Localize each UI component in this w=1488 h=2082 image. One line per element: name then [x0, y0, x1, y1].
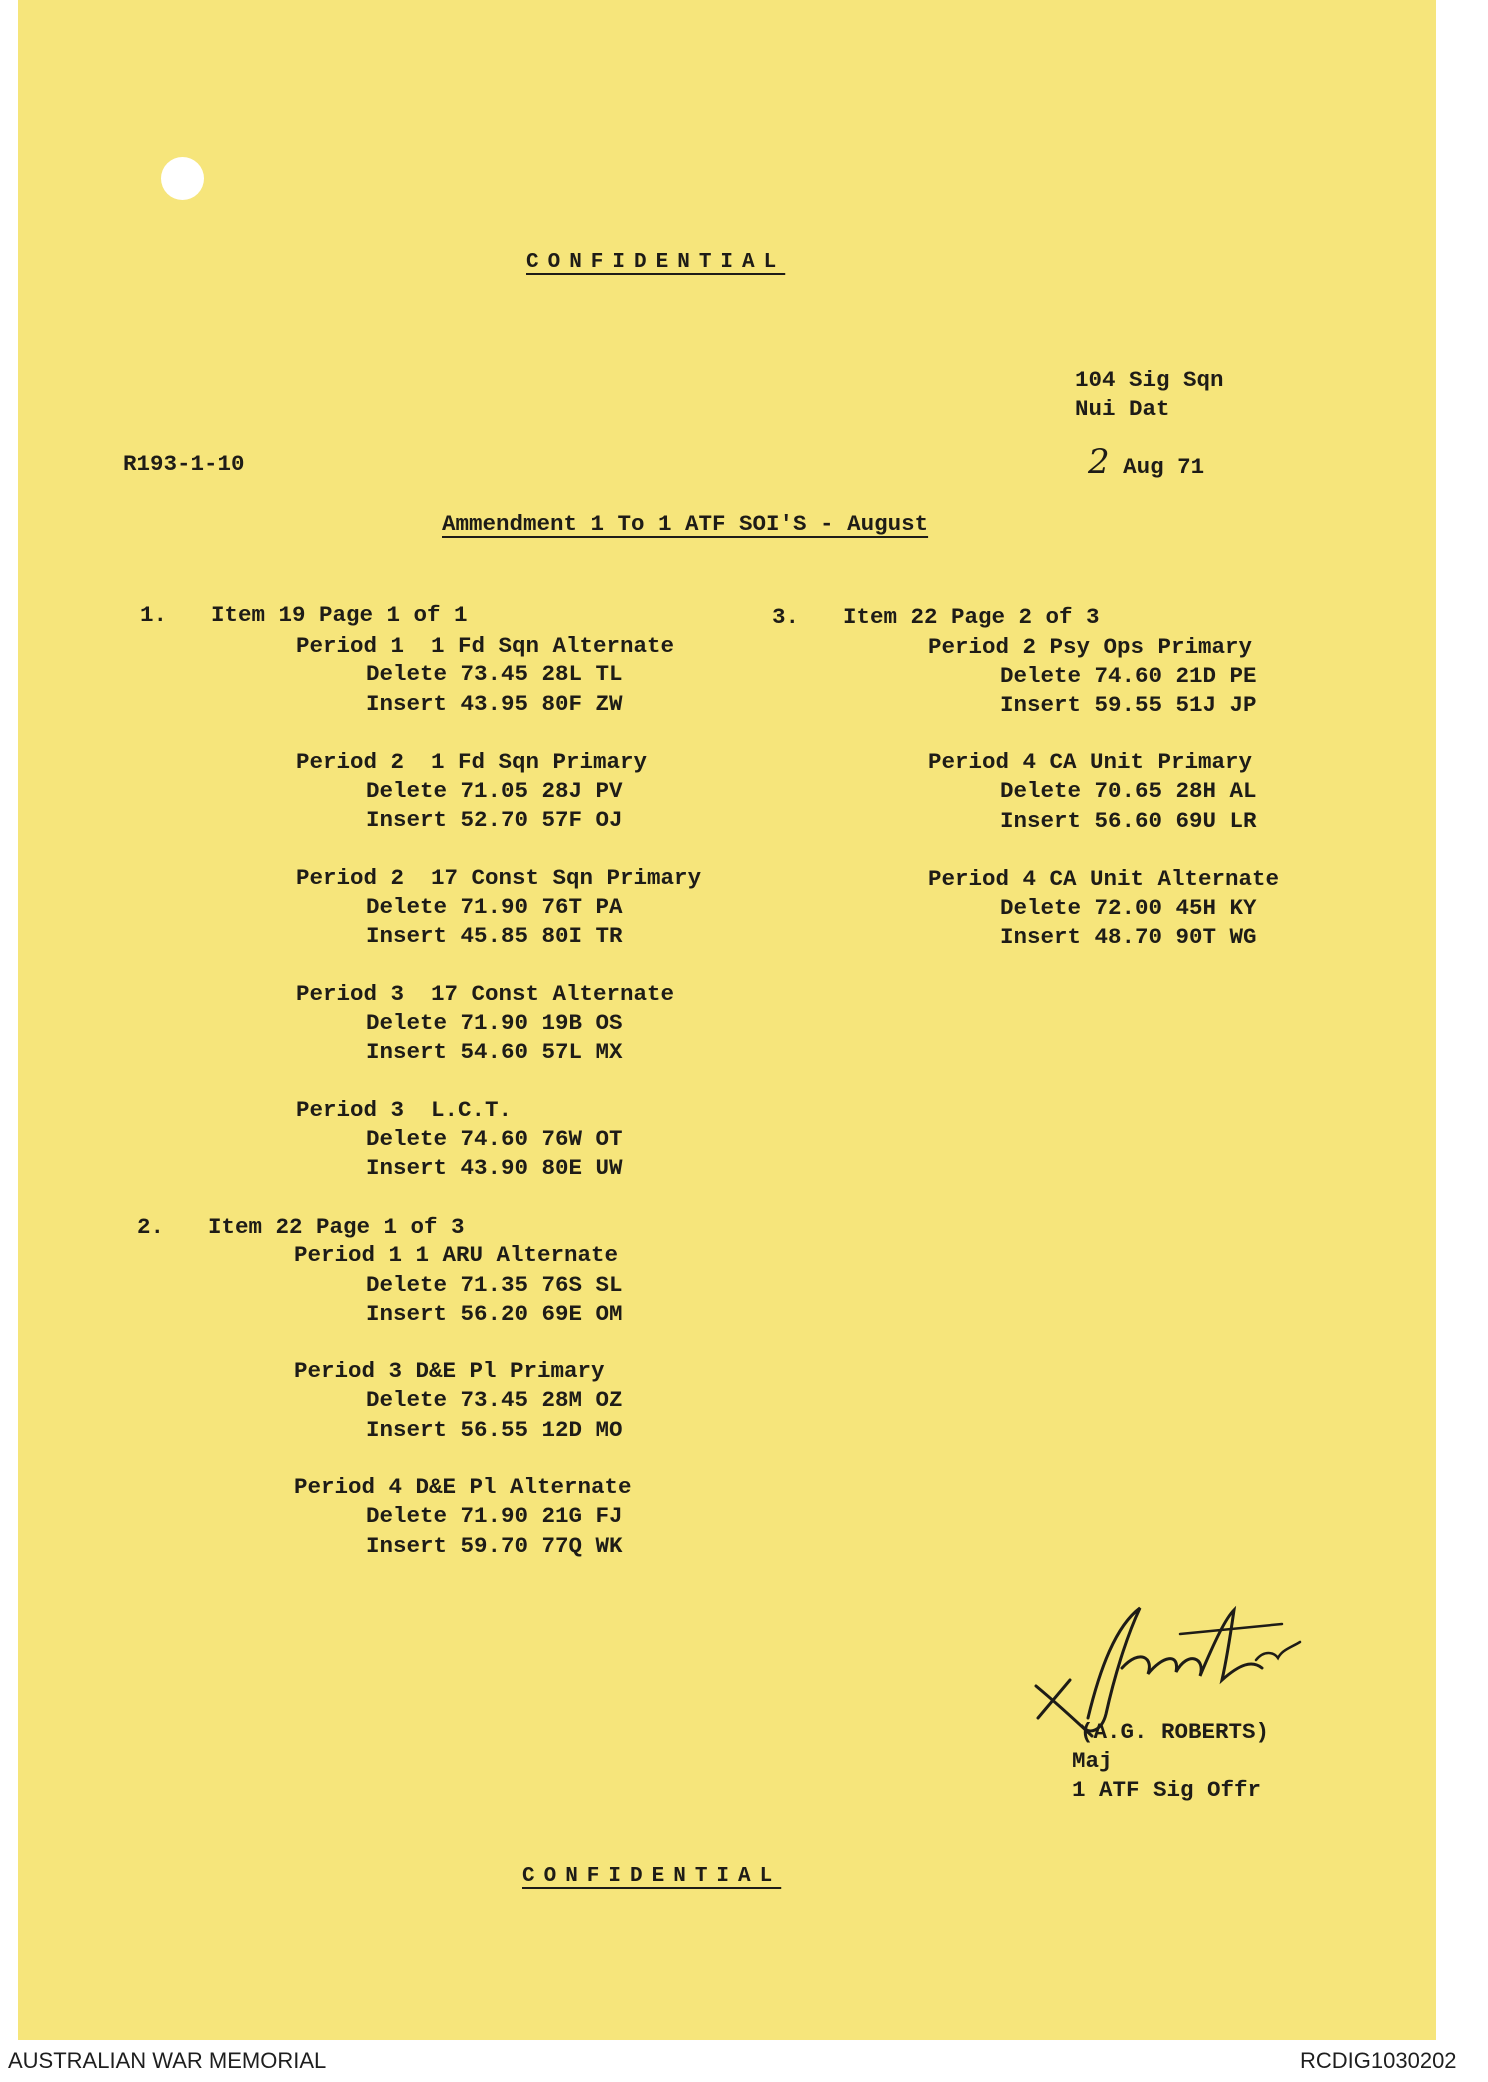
- unit-location: Nui Dat: [1075, 396, 1170, 422]
- file-reference: R193-1-10: [123, 451, 245, 477]
- delete-line: Delete 73.45 28L TL: [366, 661, 623, 687]
- date-day-handwritten: 2: [1088, 442, 1110, 482]
- insert-line: Insert 52.70 57F OJ: [366, 807, 623, 833]
- period-line: Period 4 CA Unit Alternate: [928, 866, 1280, 892]
- document-title: Ammendment 1 To 1 ATF SOI'S - August: [442, 511, 929, 537]
- delete-line: Delete 71.35 76S SL: [366, 1272, 623, 1298]
- insert-line: Insert 43.95 80F ZW: [366, 691, 623, 717]
- signatory-rank: Maj: [1072, 1748, 1113, 1774]
- period-line: Period 4 D&E Pl Alternate: [294, 1474, 632, 1500]
- delete-line: Delete 72.00 45H KY: [1000, 895, 1257, 921]
- insert-line: Insert 59.70 77Q WK: [366, 1533, 623, 1559]
- item-heading: Item 22 Page 2 of 3: [843, 604, 1100, 630]
- insert-line: Insert 54.60 57L MX: [366, 1039, 623, 1065]
- period-line: Period 3 D&E Pl Primary: [294, 1358, 605, 1384]
- delete-line: Delete 74.60 21D PE: [1000, 663, 1257, 689]
- delete-line: Delete 74.60 76W OT: [366, 1126, 623, 1152]
- date-month-year: Aug 71: [1123, 454, 1205, 480]
- insert-line: Insert 56.55 12D MO: [366, 1417, 623, 1443]
- insert-line: Insert 45.85 80I TR: [366, 923, 623, 949]
- delete-line: Delete 73.45 28M OZ: [366, 1387, 623, 1413]
- classification-bottom: CONFIDENTIAL: [522, 1865, 782, 1888]
- signatory-name: (A.G. ROBERTS): [1080, 1719, 1270, 1745]
- delete-line: Delete 71.90 76T PA: [366, 894, 623, 920]
- period-line: Period 1 1 ARU Alternate: [294, 1242, 619, 1268]
- insert-line: Insert 56.20 69E OM: [366, 1301, 623, 1327]
- signatory-appointment: 1 ATF Sig Offr: [1072, 1777, 1262, 1803]
- item-number: 3.: [772, 604, 800, 630]
- item-heading: Item 19 Page 1 of 1: [211, 602, 468, 628]
- insert-line: Insert 48.70 90T WG: [1000, 924, 1257, 950]
- period-line: Period 2 17 Const Sqn Primary: [296, 865, 702, 891]
- item-number: 2.: [137, 1214, 165, 1240]
- delete-line: Delete 70.65 28H AL: [1000, 778, 1257, 804]
- item-heading: Item 22 Page 1 of 3: [208, 1214, 465, 1240]
- period-line: Period 1 1 Fd Sqn Alternate: [296, 633, 675, 659]
- delete-line: Delete 71.90 21G FJ: [366, 1503, 623, 1529]
- footer-archive-name: AUSTRALIAN WAR MEMORIAL: [8, 2048, 327, 2073]
- footer-record-id: RCDIG1030202: [1300, 2048, 1457, 2073]
- insert-line: Insert 56.60 69U LR: [1000, 808, 1257, 834]
- classification-top: CONFIDENTIAL: [526, 251, 786, 274]
- document-date: [1088, 442, 1205, 482]
- unit-name: 104 Sig Sqn: [1075, 367, 1224, 393]
- delete-line: Delete 71.90 19B OS: [366, 1010, 623, 1036]
- period-line: Period 2 Psy Ops Primary: [928, 634, 1253, 660]
- delete-line: Delete 71.05 28J PV: [366, 778, 623, 804]
- insert-line: Insert 59.55 51J JP: [1000, 692, 1257, 718]
- period-line: Period 3 L.C.T.: [296, 1097, 513, 1123]
- period-line: Period 2 1 Fd Sqn Primary: [296, 749, 648, 775]
- punch-hole: [161, 157, 204, 200]
- period-line: Period 3 17 Const Alternate: [296, 981, 675, 1007]
- insert-line: Insert 43.90 80E UW: [366, 1155, 623, 1181]
- item-number: 1.: [140, 602, 168, 628]
- period-line: Period 4 CA Unit Primary: [928, 749, 1253, 775]
